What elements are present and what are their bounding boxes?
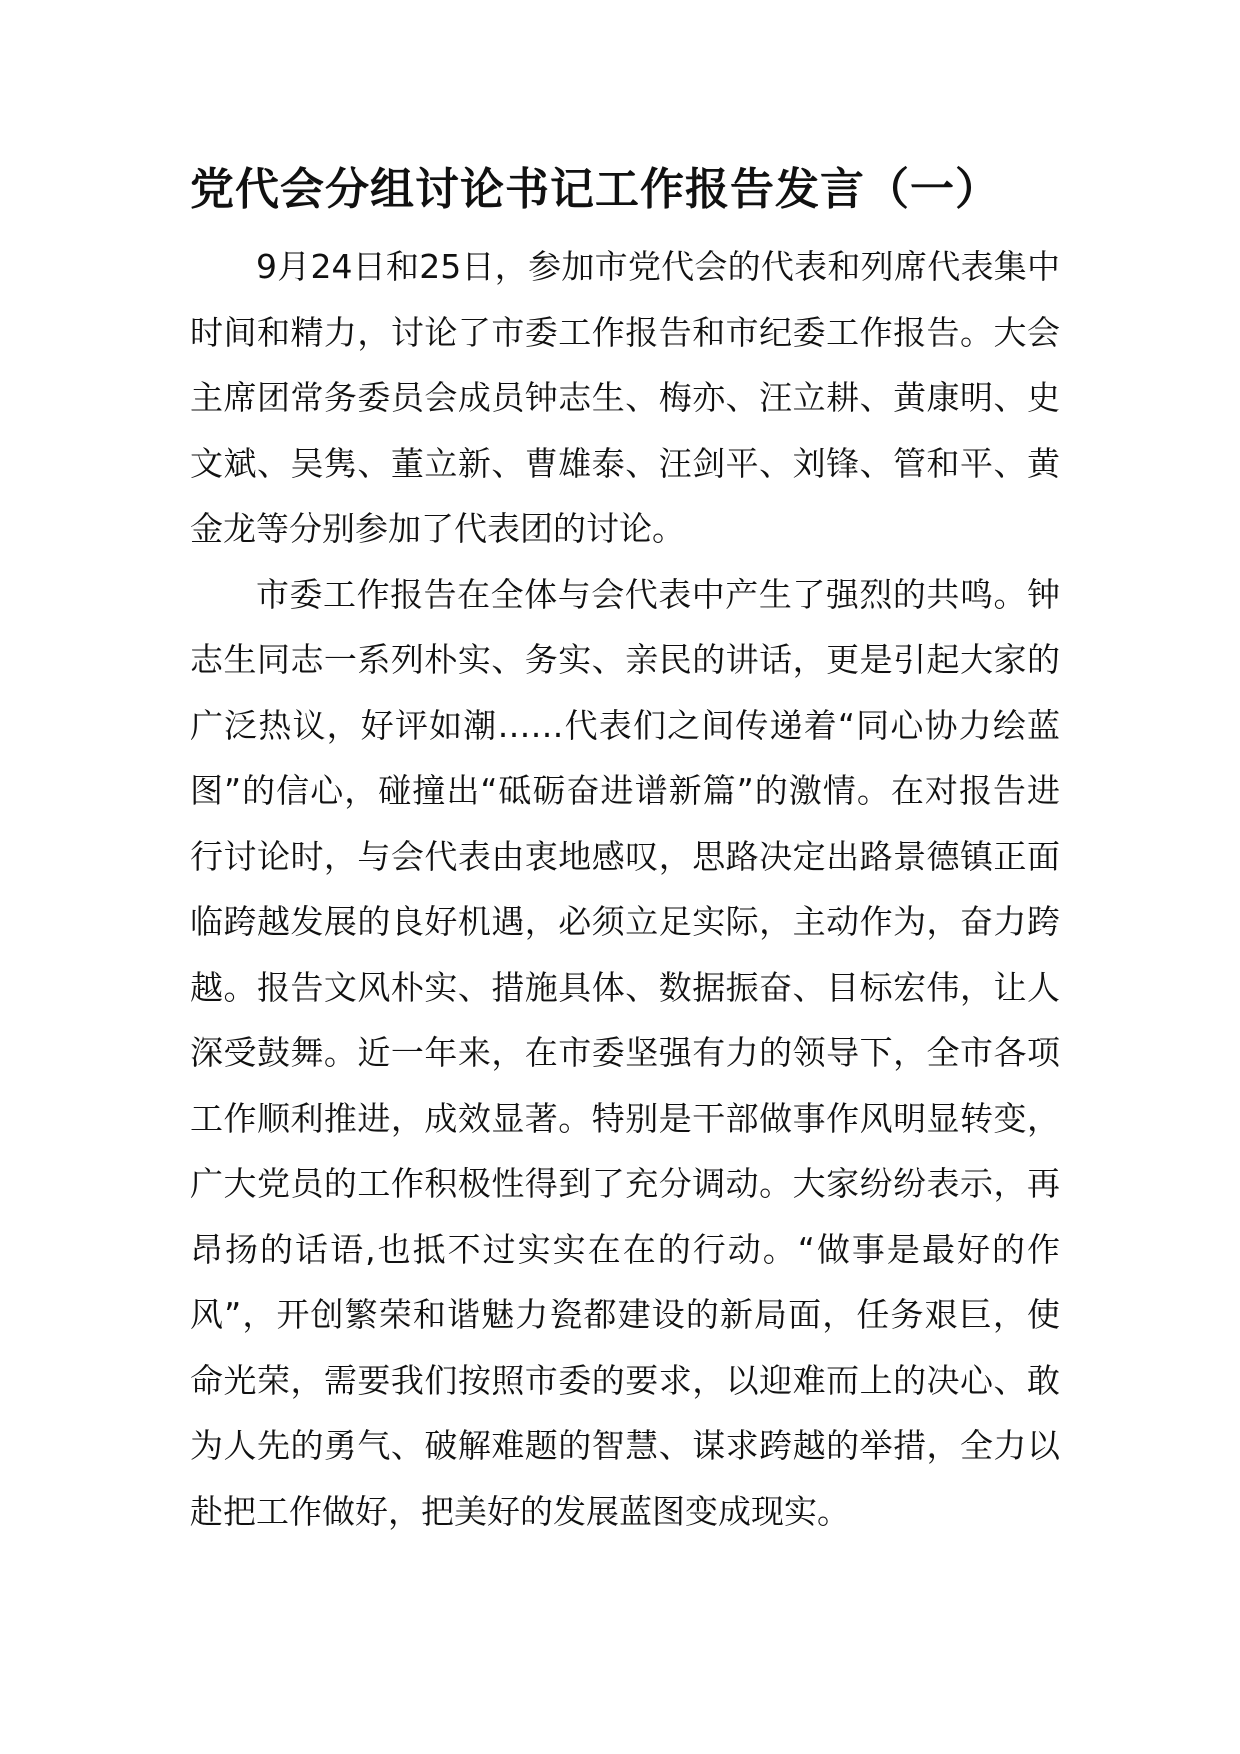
document-title: 党代会分组讨论书记工作报告发言（一）	[190, 164, 1000, 215]
paragraph-2: 市委工作报告在全体与会代表中产生了强烈的共鸣。钟志生同志一系列朴实、务实、亲民的讲话，更是引起大家的广泛热议，好评如潮……代表们之间传递着“同心协力绘蓝图”的信心，碰撞出“砥砺奋进谱新篇”的激情。在对报告进行讨论时，与会代表由衷地感叹，思路决定出路景德镇正面临跨越发展的良好机遇，必须立足实际，主动作为，奋力跨越。报告文风朴实、措施具体、数据振奋、目标宏伟，让人深受鼓舞。近一年来，在市委坚强有力的领导下，全市各项工作顺利推进，成效显著。特别是干部做事作风明显转变，广大党员的工作积极性得到了充分调动。大家纷纷表示，再昂扬的话语,也抵不过实实在在的行动。“做事是最好的作风”，开创繁荣和谐魅力瓷都建设的新局面，任务艰巨，使命光荣，需要我们按照市委的要求，以迎难而上的决心、敢为人先的勇气、破解难题的智慧、谋求跨越的举措，全力以赴把工作做好，把美好的发展蓝图变成现实。	[190, 574, 1060, 1531]
paragraph-1: 9月24日和25日，参加市党代会的代表和列席代表集中时间和精力，讨论了市委工作报告和市纪委工作报告。大会主席团常务委员会成员钟志生、梅亦、汪立耕、黄康明、史文斌、吴隽、董立新、曹雄泰、汪剑平、刘锋、管和平、黄金龙等分别参加了代表团的讨论。	[190, 247, 1060, 548]
document-body	[190, 234, 1060, 1544]
